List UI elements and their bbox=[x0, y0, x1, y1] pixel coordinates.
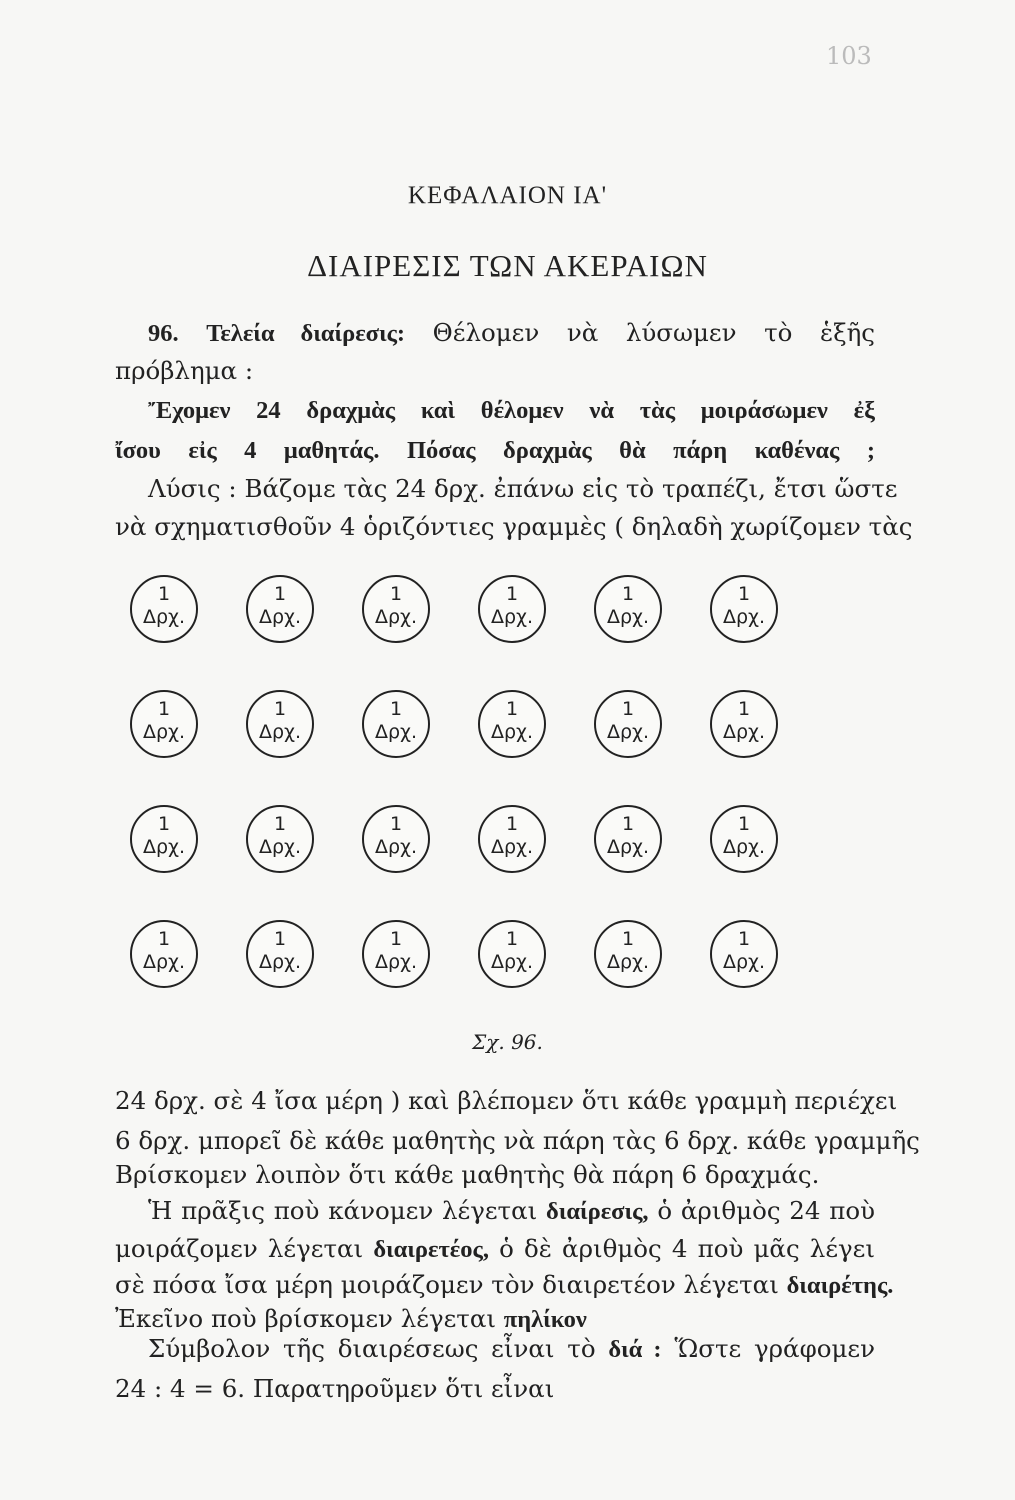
coin-unit: Δρχ. bbox=[374, 721, 418, 743]
coin-unit: Δρχ. bbox=[606, 721, 650, 743]
coin-unit: Δρχ. bbox=[722, 951, 766, 973]
coin bbox=[246, 920, 314, 988]
coin-value: 1 bbox=[157, 698, 171, 720]
coin bbox=[478, 575, 546, 643]
coin-unit: Δρχ. bbox=[142, 721, 186, 743]
coin-value: 1 bbox=[621, 698, 635, 720]
coin bbox=[710, 805, 778, 873]
after-line-1: 24 δρχ. σὲ 4 ἴσα μέρη ) καὶ βλέπομεν ὅτι κάθε γραμμὴ περιέχει bbox=[115, 1086, 898, 1115]
after-line-8 bbox=[148, 1334, 875, 1364]
solution-label: Λύσις : bbox=[148, 474, 237, 503]
after-line-5-tail: ὁ δὲ ἀριθμὸς 4 ποὺ μᾶς λέγει bbox=[499, 1234, 875, 1263]
problem-line-2: ἴσου εἰς 4 μαθητάς. Πόσας δραχμὰς θὰ πάρη καθένας ; bbox=[115, 437, 875, 464]
coin bbox=[246, 690, 314, 758]
coin bbox=[594, 805, 662, 873]
coin-unit: Δρχ. bbox=[490, 836, 534, 858]
coin bbox=[594, 920, 662, 988]
after-line-9: 24 : 4 = 6. Παρατηροῦμεν ὅτι εἶναι bbox=[115, 1374, 555, 1403]
coin-unit: Δρχ. bbox=[258, 606, 302, 628]
coin-value: 1 bbox=[505, 813, 519, 835]
solution-line-1 bbox=[148, 474, 898, 503]
coin bbox=[130, 920, 198, 988]
paragraph-96-line-2: πρόβλημα : bbox=[115, 356, 254, 385]
coin bbox=[362, 920, 430, 988]
term-divisor: διαιρέτης. bbox=[786, 1272, 894, 1299]
coin bbox=[362, 575, 430, 643]
coin-value: 1 bbox=[389, 813, 403, 835]
after-line-7 bbox=[115, 1304, 875, 1334]
coin-unit: Δρχ. bbox=[606, 836, 650, 858]
solution-line-2: νὰ σχηματισθοῦν 4 ὁριζόντιες γραμμὲς ( δηλαδὴ χωρίζομεν τὰς bbox=[115, 512, 913, 541]
coin-unit: Δρχ. bbox=[374, 951, 418, 973]
after-line-3: Βρίσκομεν λοιπὸν ὅτι κάθε μαθητὴς θὰ πάρη 6 δραχμάς. bbox=[115, 1160, 820, 1189]
coin-unit: Δρχ. bbox=[722, 721, 766, 743]
after-line-5 bbox=[115, 1234, 875, 1264]
page-number: 103 bbox=[826, 42, 872, 70]
coin-value: 1 bbox=[273, 583, 287, 605]
coin-value: 1 bbox=[621, 813, 635, 835]
after-line-4-text: Ἡ πρᾶξις ποὺ κάνομεν λέγεται bbox=[148, 1196, 538, 1225]
coin-unit: Δρχ. bbox=[490, 721, 534, 743]
coin-unit: Δρχ. bbox=[606, 951, 650, 973]
coin bbox=[130, 575, 198, 643]
coin-value: 1 bbox=[505, 928, 519, 950]
coin-value: 1 bbox=[157, 928, 171, 950]
after-line-2: 6 δρχ. μπορεῖ δὲ κάθε μαθητὴς νὰ πάρη τὰς 6 δρχ. κάθε γραμμῆς bbox=[115, 1126, 920, 1155]
coin-value: 1 bbox=[737, 698, 751, 720]
coin-unit: Δρχ. bbox=[258, 951, 302, 973]
problem-line-1: Ἔχομεν 24 δραχμὰς καὶ θέλομεν νὰ τὰς μοιράσωμεν ἐξ bbox=[148, 397, 875, 424]
paragraph-title: Τελεία διαίρεσις: bbox=[206, 320, 406, 347]
after-line-8-text: Σύμβολον τῆς διαιρέσεως εἶναι τὸ bbox=[148, 1334, 596, 1363]
paragraph-number: 96. bbox=[148, 320, 179, 347]
coin-unit: Δρχ. bbox=[722, 836, 766, 858]
term-quotient: πηλίκον bbox=[503, 1306, 587, 1333]
paragraph-96-line-1 bbox=[148, 318, 875, 348]
coin-value: 1 bbox=[737, 928, 751, 950]
coin bbox=[362, 805, 430, 873]
coin bbox=[246, 805, 314, 873]
after-line-5-text: μοιράζομεν λέγεται bbox=[115, 1234, 364, 1263]
coin-value: 1 bbox=[157, 583, 171, 605]
coin-value: 1 bbox=[389, 928, 403, 950]
coin-unit: Δρχ. bbox=[258, 721, 302, 743]
after-line-4 bbox=[148, 1196, 875, 1226]
coin-unit: Δρχ. bbox=[490, 606, 534, 628]
after-line-4-tail: ὁ ἀριθμὸς 24 ποὺ bbox=[657, 1196, 875, 1225]
section-title: ΔΙΑΙΡΕΣΙΣ ΤΩΝ ΑΚΕΡΑΙΩΝ bbox=[307, 248, 708, 283]
paragraph-text: Θέλομεν νὰ λύσωμεν τὸ ἑξῆς bbox=[432, 318, 875, 347]
coin-value: 1 bbox=[273, 928, 287, 950]
coin-value: 1 bbox=[505, 583, 519, 605]
coin-unit: Δρχ. bbox=[374, 606, 418, 628]
coin bbox=[478, 690, 546, 758]
after-line-6-text: σὲ πόσα ἴσα μέρη μοιράζομεν τὸν διαιρετέον λέγεται bbox=[115, 1270, 779, 1299]
term-dividend: διαιρετέος, bbox=[373, 1236, 489, 1263]
coin-figure bbox=[130, 575, 820, 1015]
coin-value: 1 bbox=[389, 583, 403, 605]
coin-unit: Δρχ. bbox=[142, 951, 186, 973]
coin bbox=[130, 805, 198, 873]
coin bbox=[478, 805, 546, 873]
coin bbox=[710, 690, 778, 758]
coin-value: 1 bbox=[389, 698, 403, 720]
coin bbox=[710, 575, 778, 643]
coin-value: 1 bbox=[505, 698, 519, 720]
term-symbol: διά : bbox=[608, 1336, 662, 1363]
coin-unit: Δρχ. bbox=[722, 606, 766, 628]
coin-unit: Δρχ. bbox=[606, 606, 650, 628]
coin-unit: Δρχ. bbox=[142, 836, 186, 858]
coin-unit: Δρχ. bbox=[142, 606, 186, 628]
coin bbox=[246, 575, 314, 643]
coin-value: 1 bbox=[621, 928, 635, 950]
after-line-6 bbox=[115, 1270, 894, 1300]
coin-unit: Δρχ. bbox=[374, 836, 418, 858]
term-division: διαίρεσις, bbox=[546, 1198, 649, 1225]
coin-value: 1 bbox=[737, 583, 751, 605]
solution-text: Βάζομε τὰς 24 δρχ. ἐπάνω εἰς τὸ τραπέζι, ἔτσι ὥστε bbox=[244, 474, 898, 503]
coin-unit: Δρχ. bbox=[490, 951, 534, 973]
coin bbox=[594, 575, 662, 643]
coin bbox=[130, 690, 198, 758]
coin bbox=[478, 920, 546, 988]
coin-value: 1 bbox=[157, 813, 171, 835]
figure-caption: Σχ. 96. bbox=[472, 1030, 543, 1054]
coin-value: 1 bbox=[273, 698, 287, 720]
coin bbox=[710, 920, 778, 988]
chapter-title: ΚΕΦΑΛΑΙΟΝ ΙΑ' bbox=[407, 182, 608, 209]
coin bbox=[362, 690, 430, 758]
coin-value: 1 bbox=[273, 813, 287, 835]
coin bbox=[594, 690, 662, 758]
coin-unit: Δρχ. bbox=[258, 836, 302, 858]
coin-value: 1 bbox=[621, 583, 635, 605]
after-line-7-text: Ἐκεῖνο ποὺ βρίσκομεν λέγεται bbox=[115, 1304, 496, 1333]
after-line-8-tail: Ὥστε γράφομεν bbox=[674, 1334, 875, 1363]
coin-value: 1 bbox=[737, 813, 751, 835]
